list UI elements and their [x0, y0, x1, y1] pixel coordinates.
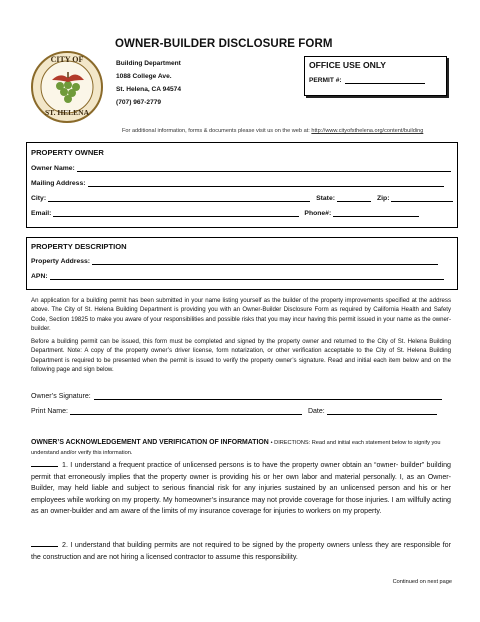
permit-number-label: PERMIT #: — [309, 77, 342, 84]
office-use-box — [304, 56, 447, 96]
print-name-label: Print Name: — [31, 408, 68, 415]
owner-name-field[interactable] — [77, 165, 451, 172]
city-state-zip-row — [31, 195, 453, 202]
department-address — [116, 57, 181, 109]
property-description-section — [26, 237, 458, 290]
permit-number-row — [309, 77, 442, 84]
email-field[interactable] — [53, 210, 299, 217]
email-label: Email: — [31, 210, 52, 217]
seal-bottom-text: ST. HELENA — [44, 108, 90, 117]
property-address-row — [31, 258, 438, 265]
state-label: State: — [316, 195, 335, 202]
city-field[interactable] — [48, 195, 310, 202]
phone-field[interactable] — [333, 210, 419, 217]
initial-field-1[interactable] — [31, 460, 58, 467]
print-name-date-row — [31, 408, 437, 415]
city-label: City: — [31, 195, 47, 202]
property-description-heading: PROPERTY DESCRIPTION — [31, 242, 127, 251]
form-title: OWNER-BUILDER DISCLOSURE FORM — [115, 38, 333, 50]
owner-signature-field[interactable] — [94, 393, 442, 400]
address-line-1: 1088 College Ave. — [116, 73, 172, 80]
continued-note: Continued on next page — [392, 579, 452, 585]
permit-number-field[interactable] — [345, 77, 425, 84]
property-address-field[interactable] — [92, 258, 438, 265]
print-name-field[interactable] — [70, 408, 302, 415]
acknowledgement-heading-block — [31, 438, 451, 458]
apn-label: APN: — [31, 273, 48, 280]
initial-field-2[interactable] — [31, 540, 58, 547]
acknowledgement-item-2-text: 2. I understand that building permits are not required to be signed by the property owners unless they are responsible for the construction and are not hiring a licensed contractor to assume this responsibility. — [31, 541, 451, 561]
email-phone-row — [31, 210, 419, 217]
intro-paragraph-2: Before a building permit can be issued, this form must be completed and signed by the property owner and returned to the City of St. Helena Building Department. Note: A copy of the property owner’s driver license, form notarization, or other verification acceptable to the City of St. Helena Building Department is required to be presented when the permit is issued to verify the property owner’s signature. Read and initial each item below and on the following page and sign below. — [31, 338, 451, 373]
property-owner-heading: PROPERTY OWNER — [31, 148, 104, 157]
zip-field[interactable] — [391, 195, 453, 202]
state-field[interactable] — [337, 195, 371, 202]
department-phone: (707) 967-2779 — [116, 99, 162, 106]
apn-row — [31, 273, 444, 280]
owner-signature-label: Owner’s Signature: — [31, 393, 91, 400]
department-name: Building Department — [116, 60, 181, 67]
info-text: For additional information, forms & documents please visit us on the web at: — [122, 128, 310, 134]
info-line — [122, 128, 423, 134]
mailing-address-row — [31, 180, 444, 187]
acknowledgement-heading: OWNER’S ACKNOWLEDGEMENT AND VERIFICATION OF INFORMATION — [31, 439, 269, 446]
owner-signature-row — [31, 393, 442, 400]
zip-label: Zip: — [377, 195, 390, 202]
acknowledgement-item-1-text: 1. I understand a frequent practice of unlicensed persons is to have the property owner obtain an “owner- builder” building permit that erroneously implies that the property owner is providing his or her own labor and material personally. I, as an Owner-Builder, may held liable and subject to serious financial risk for any injuries sustained by an unlicensed person and his or her employees while working on my property. My homeowner’s insurance may not provide coverage for those injuries. I am willfully acting as an owner-builder and am aware of the limits of my insurance coverage for injuries to workers on my property. — [31, 461, 451, 516]
mailing-address-label: Mailing Address: — [31, 180, 86, 187]
owner-name-label: Owner Name: — [31, 165, 75, 172]
acknowledgement-item-2 — [31, 540, 451, 563]
acknowledgement-item-1 — [31, 460, 451, 518]
intro-paragraph-1: An application for a building permit has been submitted in your name listing yourself as the builder of the property improvements specified at the address above. The City of St. Helena Building Department is providing you with an Owner-Builder Disclosure Form as required by California Health and Safety Code, Section 19825 to make you aware of your responsibilities and possible risks that you may incur having this permit issued in your name as the owner-builder. — [31, 297, 451, 332]
seal-top-text: CITY OF — [50, 55, 84, 64]
phone-label: Phone#: — [304, 210, 332, 217]
address-line-2: St. Helena, CA 94574 — [116, 86, 181, 93]
property-owner-section — [26, 142, 458, 228]
date-field[interactable] — [327, 408, 437, 415]
office-use-heading: OFFICE USE ONLY — [309, 60, 387, 70]
acknowledgement-directions: • DIRECTIONS: Read and initial each statement below to signify you understand and/or verify this information. — [31, 440, 441, 456]
date-label: Date: — [307, 408, 325, 415]
property-address-label: Property Address: — [31, 258, 91, 265]
city-seal-logo — [30, 50, 104, 124]
website-link[interactable]: http://www.cityofsthelena.org/content/building — [311, 128, 424, 134]
owner-name-row — [31, 165, 451, 172]
mailing-address-field[interactable] — [88, 180, 444, 187]
apn-field[interactable] — [50, 273, 444, 280]
